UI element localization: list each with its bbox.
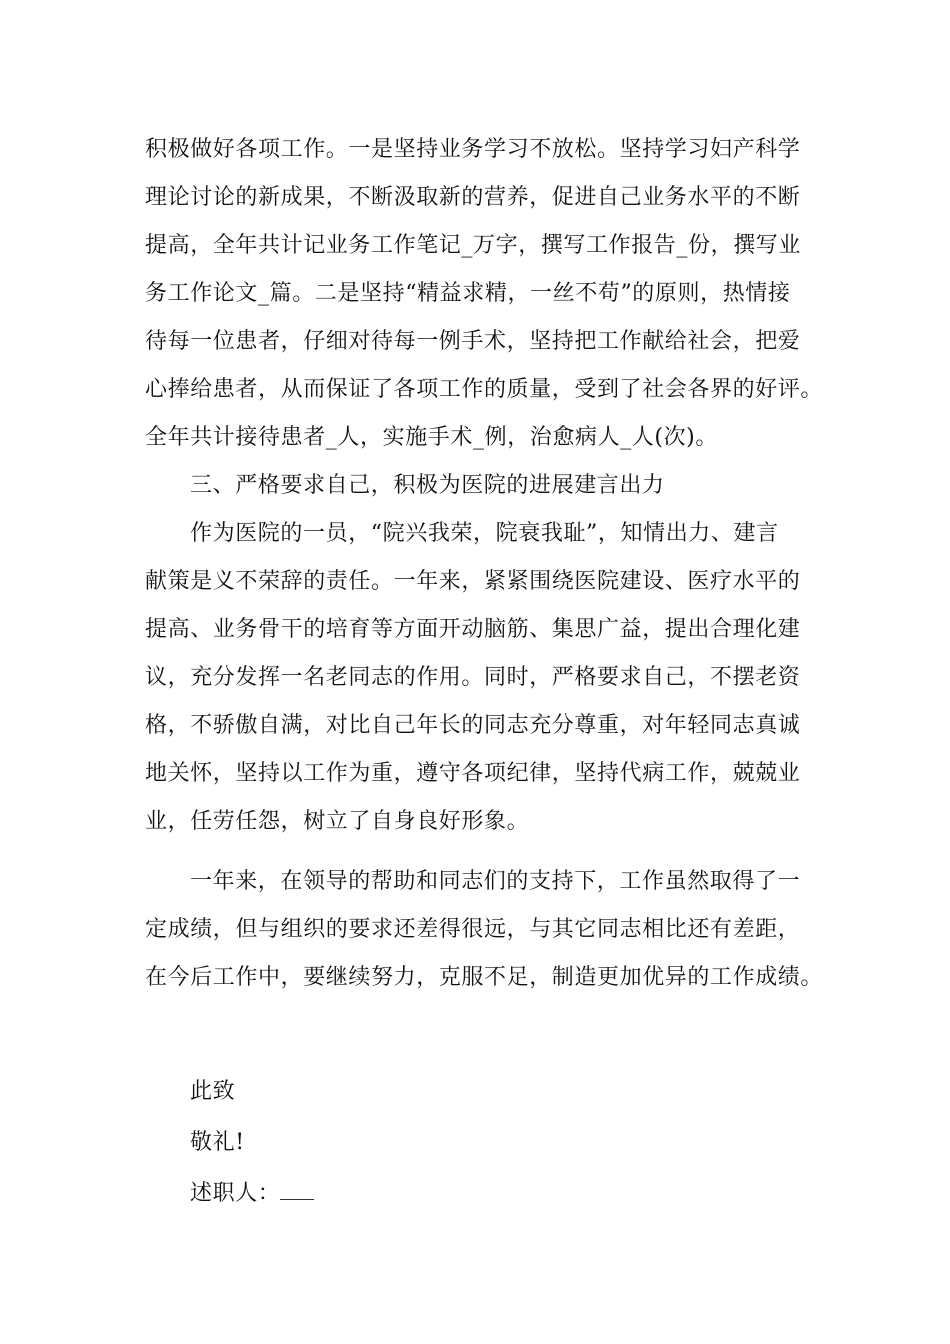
signature-label: 述职人： [190, 1181, 281, 1206]
paragraph-line: 一年来，在领导的帮助和同志们的支持下，工作虽然取得了一 [190, 869, 801, 894]
paragraph-line: 务工作论文_篇。二是坚持“精益求精，一丝不苟”的原则，热情接 [145, 281, 791, 306]
paragraph-line: 议，充分发挥一名老同志的作用。同时，严格要求自己，不摆老资 [145, 665, 801, 690]
paragraph-line: 提高、业务骨干的培育等方面开动脑筋、集思广益，提出合理化建 [145, 617, 801, 642]
paragraph-line: 定成绩，但与组织的要求还差得很远，与其它同志相比还有差距， [145, 917, 801, 942]
paragraph-line: 全年共计接待患者_人，实施手术_例，治愈病人_人(次)。 [145, 425, 718, 450]
paragraph-line: 提高，全年共计记业务工作笔记_万字，撰写工作报告_份，撰写业 [145, 233, 802, 258]
closing-regards: 此致 [190, 1079, 236, 1104]
paragraph-line: 积极做好各项工作。一是坚持业务学习不放松。坚持学习妇产科学 [145, 137, 801, 162]
signature-line [190, 1179, 314, 1209]
paragraph-line: 格，不骄傲自满，对比自己年长的同志充分尊重，对年轻同志真诚 [145, 713, 801, 738]
closing-salutation: 敬礼! [190, 1130, 245, 1155]
paragraph-line: 理论讨论的新成果，不断汲取新的营养，促进自己业务水平的不断 [145, 185, 801, 210]
paragraph-line: 心捧给患者，从而保证了各项工作的质量，受到了社会各界的好评。 [145, 377, 824, 402]
paragraph-line: 待每一位患者，仔细对待每一例手术，坚持把工作献给社会，把爱 [145, 329, 801, 354]
paragraph-line: 在今后工作中，要继续努力，克服不足，制造更加优异的工作成绩。 [145, 965, 824, 990]
section-heading: 三、严格要求自己，积极为医院的进展建言出力 [190, 473, 665, 498]
paragraph-line: 业，任劳任怨，树立了自身良好形象。 [145, 809, 530, 834]
paragraph-line: 作为医院的一员，“院兴我荣，院衰我耻”，知情出力、建言 [190, 521, 779, 546]
paragraph-line: 地关怀，坚持以工作为重，遵守各项纪律，坚持代病工作，兢兢业 [145, 761, 801, 786]
paragraph-line: 献策是义不荣辞的责任。一年来，紧紧围绕医院建设、医疗水平的 [145, 569, 801, 594]
signature-blank [280, 1179, 314, 1200]
